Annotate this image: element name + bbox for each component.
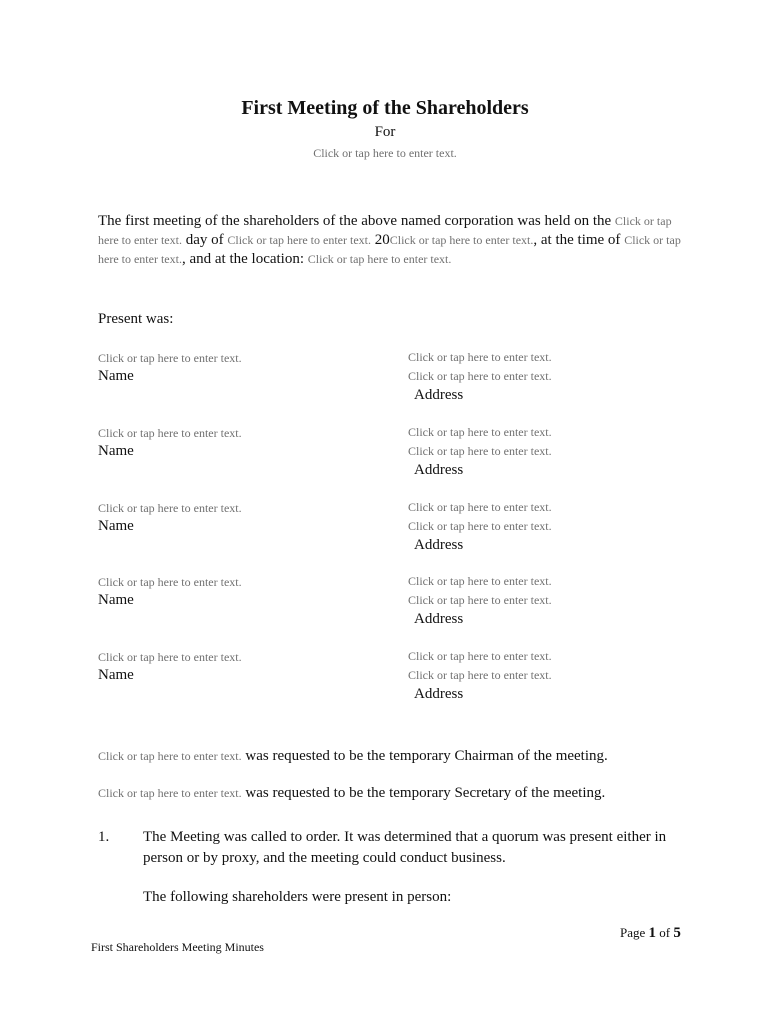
attendee-name-field[interactable]: Click or tap here to enter text. (98, 351, 242, 365)
attendee-row (0, 501, 770, 571)
address-label: Address (414, 686, 464, 702)
address-label: Address (414, 537, 464, 553)
intro-text-5: , and at the location: (181, 251, 308, 267)
attendee-name-field[interactable]: Click or tap here to enter text. (98, 426, 242, 440)
attendee-address-line2-field[interactable]: Click or tap here to enter text. (408, 668, 552, 682)
secretary-text: was requested to be the temporary Secretary of the meeting. (241, 785, 606, 801)
item-number: 1. (98, 829, 110, 845)
secretary-line (98, 785, 605, 802)
attendee-row (0, 351, 770, 421)
name-label: Name (98, 368, 134, 384)
attendee-address-line1-field[interactable]: Click or tap here to enter text. (408, 574, 552, 588)
meeting-day-field[interactable]: Click or tap here to enter text. (98, 214, 672, 247)
meeting-time-field[interactable]: Click or tap here to enter text. (98, 233, 681, 266)
attendee-address-line2-field[interactable]: Click or tap here to enter text. (408, 444, 552, 458)
attendee-row (0, 650, 770, 720)
attendee-address-line2-field[interactable]: Click or tap here to enter text. (408, 593, 552, 607)
page-number (620, 925, 681, 942)
name-label: Name (98, 592, 134, 608)
name-label: Name (98, 443, 134, 459)
address-label: Address (414, 387, 464, 403)
secretary-name-field[interactable]: Click or tap here to enter text. (98, 786, 242, 800)
attendee-address-line2-field[interactable]: Click or tap here to enter text. (408, 369, 552, 383)
total-pages: 5 (673, 925, 681, 941)
attendee-address-line1-field[interactable]: Click or tap here to enter text. (408, 425, 552, 439)
attendee-row (0, 575, 770, 645)
present-label: Present was: (98, 311, 174, 327)
attendee-address-line1-field[interactable]: Click or tap here to enter text. (408, 500, 552, 514)
attendee-address-line1-field[interactable]: Click or tap here to enter text. (408, 649, 552, 663)
attendee-row (0, 426, 770, 496)
page-prefix: Page (620, 925, 649, 940)
attendee-name-field[interactable]: Click or tap here to enter text. (98, 501, 242, 515)
address-label: Address (414, 462, 464, 478)
chairman-text: was requested to be the temporary Chairman of the meeting. (241, 748, 608, 764)
name-label: Name (98, 518, 134, 534)
attendee-address-line1-field[interactable]: Click or tap here to enter text. (408, 350, 552, 364)
intro-text-2: day of (185, 232, 228, 248)
item-text: The Meeting was called to order. It was determined that a quorum was present either in person or by proxy, and the meeting could conduct business. (143, 829, 667, 866)
current-page: 1 (648, 925, 657, 941)
corporation-name-field[interactable]: Click or tap here to enter text. (313, 146, 457, 160)
page-of: of (656, 925, 674, 940)
address-label: Address (414, 611, 464, 627)
document-title: First Meeting of the Shareholders (241, 97, 529, 119)
intro-text-3: 20 (374, 232, 390, 248)
attendee-address-line2-field[interactable]: Click or tap here to enter text. (408, 519, 552, 533)
footer-text: First Shareholders Meeting Minutes (91, 940, 264, 954)
meeting-location-field[interactable]: Click or tap here to enter text. (307, 252, 452, 266)
intro-text-4: , at the time of (533, 232, 625, 248)
following-shareholders-text: The following shareholders were present in person: (143, 889, 452, 905)
attendee-name-field[interactable]: Click or tap here to enter text. (98, 650, 242, 664)
intro-text-1: The first meeting of the shareholders of the above named corporation was held on the (98, 213, 615, 229)
meeting-month-field[interactable]: Click or tap here to enter text. (227, 233, 371, 247)
name-label: Name (98, 667, 134, 683)
attendee-name-field[interactable]: Click or tap here to enter text. (98, 575, 242, 589)
meeting-year-field[interactable]: Click or tap here to enter text. (389, 233, 534, 247)
chairman-line (98, 748, 608, 765)
chairman-name-field[interactable]: Click or tap here to enter text. (98, 749, 242, 763)
intro-paragraph (98, 212, 688, 269)
for-label: For (374, 124, 396, 140)
